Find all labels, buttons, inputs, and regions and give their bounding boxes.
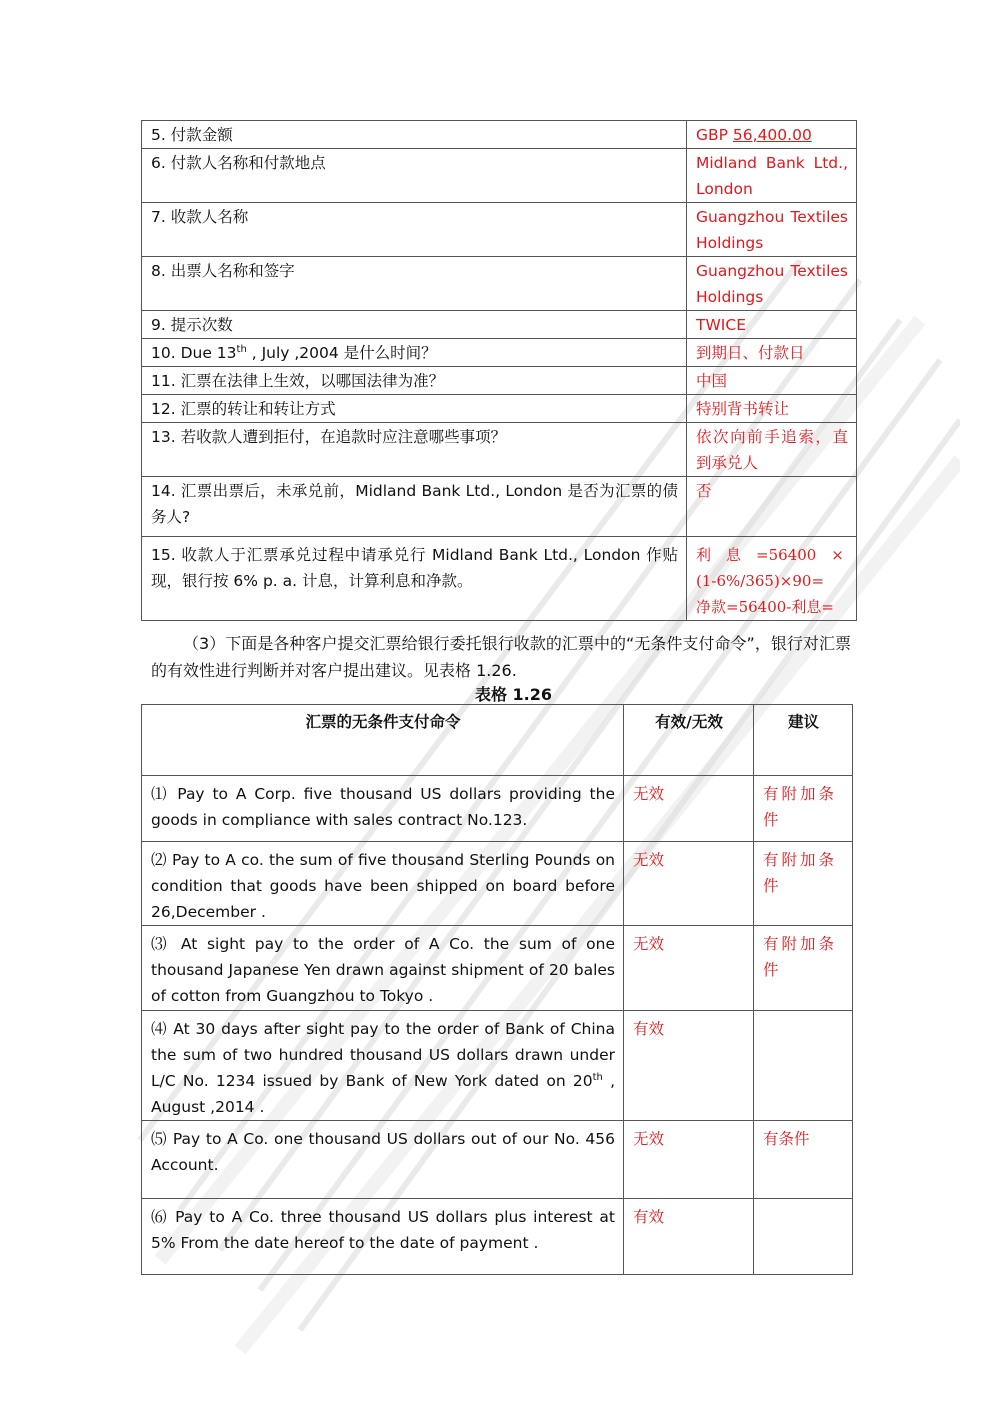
table-row	[142, 1121, 853, 1199]
advice-cell	[754, 1011, 853, 1121]
answer-cell: 中国	[687, 367, 857, 395]
validity-cell: 无效	[624, 926, 754, 1011]
validity-cell: 有效	[624, 1199, 754, 1275]
table-row	[142, 149, 857, 203]
table-row	[142, 1011, 853, 1121]
advice-cell: 有附加条件	[754, 926, 853, 1011]
ordinal-suffix: th	[592, 1071, 603, 1083]
question-cell: 14. 汇票出票后，未承兑前，Midland Bank Ltd., London 是否为汇票的债务人?	[142, 477, 687, 537]
table-row	[142, 395, 857, 423]
answer-cell	[687, 121, 857, 149]
table-header-row	[142, 705, 853, 776]
question-cell: 15. 收款人于汇票承兑过程中请承兑行 Midland Bank Ltd., London 作贴现，银行按 6% p. a. 计息，计算利息和净款。	[142, 537, 687, 621]
header-cell: 汇票的无条件支付命令	[142, 705, 624, 776]
answer-cell: 特别背书转让	[687, 395, 857, 423]
advice-cell: 有附加条件	[754, 842, 853, 926]
validity-cell: 无效	[624, 842, 754, 926]
order-cell: ⑴ Pay to A Corp. five thousand US dollars providing the goods in compliance with sales contract No.123.	[142, 776, 624, 842]
question-cell	[142, 339, 687, 367]
answer-cell	[687, 537, 857, 621]
order-text: ⑷ At 30 days after sight pay to the order of Bank of China the sum of two hundred thousand US dollars drawn under L/C No. 1234 issued by Bank of New York dated on 20	[151, 1020, 615, 1090]
order-cell: ⑶ At sight pay to the order of A Co. the sum of one thousand Japanese Yen drawn against shipment of 20 bales of cotton from Guangzhou to Tokyo .	[142, 926, 624, 1011]
advice-cell: 有附加条件	[754, 776, 853, 842]
answer-cell: TWICE	[687, 311, 857, 339]
question-text: 10. Due 13	[151, 344, 237, 362]
answer-line: (1-6%/365)×90=	[696, 572, 825, 590]
question-cell: 12. 汇票的转让和转让方式	[142, 395, 687, 423]
question-cell: 13. 若收款人遭到拒付，在追款时应注意哪些事项？	[142, 423, 687, 477]
question-cell: 7. 收款人名称	[142, 203, 687, 257]
answer-cell: 到期日、付款日	[687, 339, 857, 367]
order-cell	[142, 1011, 624, 1121]
bill-validity-table	[141, 704, 853, 1275]
advice-cell: 有条件	[754, 1121, 853, 1199]
table-caption: 表格 1.26	[474, 685, 553, 704]
table-row	[142, 257, 857, 311]
table-row	[142, 423, 857, 477]
question-cell: 11. 汇票在法律上生效，以哪国法律为准？	[142, 367, 687, 395]
ordinal-suffix: th	[236, 343, 247, 355]
table-row	[142, 339, 857, 367]
table-row	[142, 537, 857, 621]
header-cell: 建议	[754, 705, 853, 776]
validity-cell: 无效	[624, 776, 754, 842]
table-row	[142, 121, 857, 149]
answer-cell: Guangzhou Textiles Holdings	[687, 257, 857, 311]
validity-cell: 无效	[624, 1121, 754, 1199]
instruction-paragraph: （3）下面是各种客户提交汇票给银行委托银行收款的汇票中的“无条件支付命令”，银行对汇票的有效性进行判断并对客户提出建议。见表格 1.26.	[151, 634, 851, 680]
answer-line: 净款=56400-利息=	[696, 598, 834, 616]
question-cell: 6. 付款人名称和付款地点	[142, 149, 687, 203]
answer-cell: Midland Bank Ltd., London	[687, 149, 857, 203]
order-cell: ⑹ Pay to A Co. three thousand US dollars plus interest at 5% From the date hereof to the date of payment .	[142, 1199, 624, 1275]
table-row	[142, 926, 853, 1011]
table-row	[142, 477, 857, 537]
answer-amount: 56,400.00	[732, 126, 812, 144]
order-text: , August ,2014 .	[151, 1072, 615, 1116]
table-row	[142, 367, 857, 395]
header-cell: 有效/无效	[624, 705, 754, 776]
answer-cell: Guangzhou Textiles Holdings	[687, 203, 857, 257]
validity-cell: 有效	[624, 1011, 754, 1121]
answer-line: 利 息 =56400 ×	[696, 546, 844, 564]
question-cell: 5. 付款金额	[142, 121, 687, 149]
order-cell: ⑸ Pay to A Co. one thousand US dollars out of our No. 456 Account.	[142, 1121, 624, 1199]
order-cell: ⑵ Pay to A co. the sum of five thousand Sterling Pounds on condition that goods have been shipped on board before 26,December .	[142, 842, 624, 926]
advice-cell	[754, 1199, 853, 1275]
question-text: , July ,2004 是什么时间？	[246, 344, 437, 362]
answer-cell: 否	[687, 477, 857, 537]
answer-table-top	[141, 120, 857, 621]
table-row	[142, 311, 857, 339]
question-cell: 8. 出票人名称和签字	[142, 257, 687, 311]
table-row	[142, 842, 853, 926]
table-row	[142, 203, 857, 257]
question-cell: 9. 提示次数	[142, 311, 687, 339]
table-row	[142, 1199, 853, 1275]
answer-prefix: GBP	[696, 126, 733, 144]
answer-cell: 依次向前手追索，直到承兑人	[687, 423, 857, 477]
table-row	[142, 776, 853, 842]
